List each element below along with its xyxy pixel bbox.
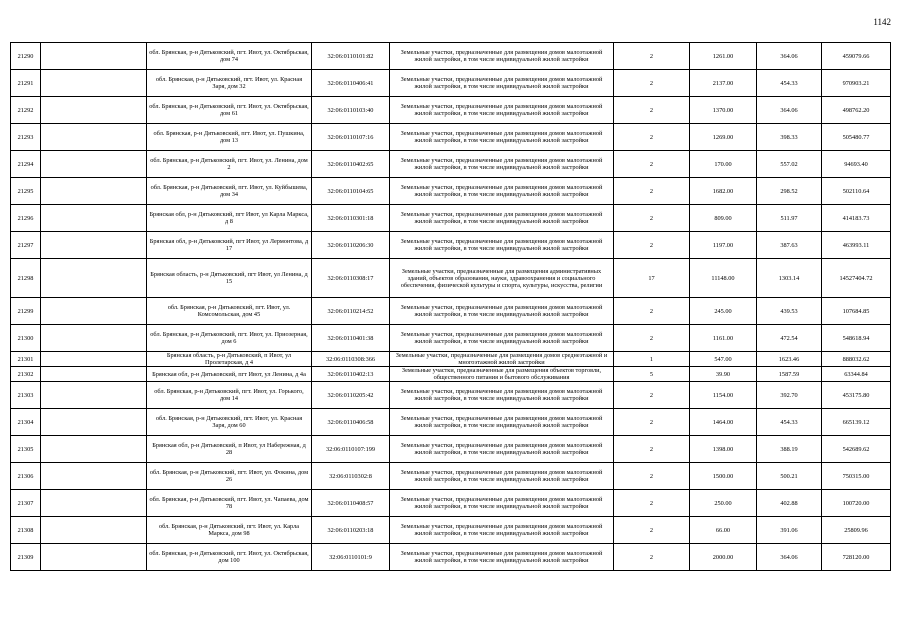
group-code-cell: 2 [614, 463, 690, 490]
group-code-cell: 2 [614, 151, 690, 178]
empty-cell-cell [41, 124, 147, 151]
cadastral-value-cell: 94693.40 [822, 151, 891, 178]
empty-cell-cell [41, 325, 147, 352]
specific-value-cell: 387.63 [757, 232, 822, 259]
group-code-cell: 2 [614, 43, 690, 70]
table-row [11, 490, 891, 517]
table-row [11, 70, 891, 97]
cadastral-value-cell: 453175.80 [822, 382, 891, 409]
area-cell: 1398.00 [690, 436, 757, 463]
land-use-purpose-cell: Земельные участки, предназначенные для размещения домов малоэтажной жилой застройки, в том числе индивидуальной жилой застройки [390, 70, 614, 97]
cadastral-number-cell: 32:06:0110301:18 [312, 205, 390, 232]
table-row [11, 436, 891, 463]
specific-value-cell: 364.06 [757, 97, 822, 124]
specific-value-cell: 298.52 [757, 178, 822, 205]
land-use-purpose-cell: Земельные участки, предназначенные для размещения домов малоэтажной жилой застройки, в том числе индивидуальной жилой застройки [390, 463, 614, 490]
area-cell: 170.00 [690, 151, 757, 178]
address-cell: обл. Брянская, р-н Дятьковский, пгт. Ивот, ул. Чапаева, дом 78 [147, 490, 312, 517]
cadastral-value-cell: 14527404.72 [822, 259, 891, 298]
group-code-cell: 2 [614, 298, 690, 325]
cadastral-value-cell: 63344.84 [822, 367, 891, 382]
area-cell: 1197.00 [690, 232, 757, 259]
empty-cell-cell [41, 205, 147, 232]
cadastral-value-cell: 750315.00 [822, 463, 891, 490]
address-cell: Брянская обл, р-н Дятьковский, пгт Ивот, ул Карла Маркса, д 8 [147, 205, 312, 232]
row-number-cell: 21295 [11, 178, 41, 205]
land-use-purpose-cell: Земельные участки, предназначенные для размещения домов малоэтажной жилой застройки, в том числе индивидуальной жилой застройки [390, 382, 614, 409]
specific-value-cell: 454.33 [757, 70, 822, 97]
cadastral-value-cell: 505480.77 [822, 124, 891, 151]
row-number-cell: 21290 [11, 43, 41, 70]
specific-value-cell: 439.53 [757, 298, 822, 325]
cadastral-value-cell: 414183.73 [822, 205, 891, 232]
group-code-cell: 2 [614, 544, 690, 571]
group-code-cell: 2 [614, 232, 690, 259]
address-cell: Брянская область, р-н Дятьковский, п Ивот, ул Пролетарская, д 4 [147, 352, 312, 367]
group-code-cell: 2 [614, 325, 690, 352]
table-row [11, 43, 891, 70]
empty-cell-cell [41, 259, 147, 298]
cadastral-number-cell: 32:06:0110101:9 [312, 544, 390, 571]
area-cell: 1154.00 [690, 382, 757, 409]
address-cell: обл. Брянская, р-н Дятьковский, пгт. Ивот, ул. Куйбышева, дом 34 [147, 178, 312, 205]
empty-cell-cell [41, 178, 147, 205]
row-number-cell: 21308 [11, 517, 41, 544]
table-row [11, 325, 891, 352]
cadastral-value-cell: 25809.96 [822, 517, 891, 544]
table-row [11, 382, 891, 409]
row-number-cell: 21293 [11, 124, 41, 151]
empty-cell-cell [41, 517, 147, 544]
cadastral-value-cell: 498762.20 [822, 97, 891, 124]
table-row [11, 463, 891, 490]
cadastral-number-cell: 32:06:0110406:41 [312, 70, 390, 97]
specific-value-cell: 557.02 [757, 151, 822, 178]
table-row [11, 97, 891, 124]
group-code-cell: 2 [614, 517, 690, 544]
cadastral-value-cell: 548618.94 [822, 325, 891, 352]
row-number-cell: 21294 [11, 151, 41, 178]
table-row [11, 178, 891, 205]
empty-cell-cell [41, 490, 147, 517]
empty-cell-cell [41, 70, 147, 97]
land-use-purpose-cell: Земельные участки, предназначенные для размещения домов среднеэтажной и многоэтажной жилой застройки [390, 352, 614, 367]
row-number-cell: 21291 [11, 70, 41, 97]
cadastral-number-cell: 32:06:0110406:58 [312, 409, 390, 436]
area-cell: 547.00 [690, 352, 757, 367]
table-row [11, 259, 891, 298]
empty-cell-cell [41, 151, 147, 178]
row-number-cell: 21305 [11, 436, 41, 463]
area-cell: 245.00 [690, 298, 757, 325]
cadastral-value-cell: 728120.00 [822, 544, 891, 571]
row-number-cell: 21307 [11, 490, 41, 517]
area-cell: 39.90 [690, 367, 757, 382]
specific-value-cell: 511.97 [757, 205, 822, 232]
specific-value-cell: 398.33 [757, 124, 822, 151]
cadastral-number-cell: 32:06:0110107:199 [312, 436, 390, 463]
group-code-cell: 1 [614, 352, 690, 367]
area-cell: 2137.00 [690, 70, 757, 97]
row-number-cell: 21301 [11, 352, 41, 367]
land-use-purpose-cell: Земельные участки, предназначенные для размещения домов малоэтажной жилой застройки, в том числе индивидуальной жилой застройки [390, 205, 614, 232]
land-use-purpose-cell: Земельные участки, предназначенные для размещения домов малоэтажной жилой застройки, в том числе индивидуальной жилой застройки [390, 151, 614, 178]
cadastral-number-cell: 32:06:0110203:18 [312, 517, 390, 544]
cadastral-number-cell: 32:06:0110101:82 [312, 43, 390, 70]
cadastral-value-cell: 107684.85 [822, 298, 891, 325]
land-use-purpose-cell: Земельные участки, предназначенные для размещения домов малоэтажной жилой застройки, в том числе индивидуальной жилой застройки [390, 325, 614, 352]
land-use-purpose-cell: Земельные участки, предназначенные для размещения домов малоэтажной жилой застройки, в том числе индивидуальной жилой застройки [390, 436, 614, 463]
cadastral-number-cell: 32:06:0110206:30 [312, 232, 390, 259]
address-cell: Брянская область, р-н Дятьковский, пгт Ивот, ул Ленина, д 15 [147, 259, 312, 298]
area-cell: 2000.00 [690, 544, 757, 571]
cadastral-value-cell: 463993.11 [822, 232, 891, 259]
land-use-purpose-cell: Земельные участки, предназначенные для размещения домов малоэтажной жилой застройки, в том числе индивидуальной жилой застройки [390, 490, 614, 517]
address-cell: обл. Брянская, р-н Дятьковский, пгт. Ивот, ул. Октябрьская, дом 100 [147, 544, 312, 571]
table-row [11, 352, 891, 367]
land-registry-table [10, 42, 891, 571]
specific-value-cell: 1303.14 [757, 259, 822, 298]
area-cell: 809.00 [690, 205, 757, 232]
specific-value-cell: 364.06 [757, 544, 822, 571]
cadastral-value-cell: 970903.21 [822, 70, 891, 97]
area-cell: 1161.00 [690, 325, 757, 352]
specific-value-cell: 1623.46 [757, 352, 822, 367]
cadastral-value-cell: 888032.62 [822, 352, 891, 367]
address-cell: обл. Брянская, р-н Дятьковский, пгт. Ивот, ул. Горького, дом 14 [147, 382, 312, 409]
row-number-cell: 21302 [11, 367, 41, 382]
row-number-cell: 21306 [11, 463, 41, 490]
table-row [11, 232, 891, 259]
land-use-purpose-cell: Земельные участки, предназначенные для размещения домов малоэтажной жилой застройки, в том числе индивидуальной жилой застройки [390, 517, 614, 544]
address-cell: Брянская обл, р-н Дятьковский, п Ивот, ул Набережная, д 28 [147, 436, 312, 463]
empty-cell-cell [41, 436, 147, 463]
group-code-cell: 2 [614, 382, 690, 409]
land-use-purpose-cell: Земельные участки, предназначенные для размещения домов малоэтажной жилой застройки, в том числе индивидуальной жилой застройки [390, 97, 614, 124]
empty-cell-cell [41, 382, 147, 409]
specific-value-cell: 391.06 [757, 517, 822, 544]
area-cell: 66.00 [690, 517, 757, 544]
area-cell: 1500.00 [690, 463, 757, 490]
empty-cell-cell [41, 463, 147, 490]
cadastral-number-cell: 32:06:0110302:8 [312, 463, 390, 490]
table-row [11, 409, 891, 436]
cadastral-value-cell: 100720.00 [822, 490, 891, 517]
cadastral-number-cell: 32:06:0110205:42 [312, 382, 390, 409]
group-code-cell: 2 [614, 409, 690, 436]
area-cell: 1370.00 [690, 97, 757, 124]
empty-cell-cell [41, 544, 147, 571]
cadastral-value-cell: 542689.62 [822, 436, 891, 463]
page-number: 1142 [873, 17, 891, 27]
specific-value-cell: 388.19 [757, 436, 822, 463]
specific-value-cell: 402.88 [757, 490, 822, 517]
group-code-cell: 2 [614, 205, 690, 232]
group-code-cell: 5 [614, 367, 690, 382]
table-row [11, 151, 891, 178]
row-number-cell: 21299 [11, 298, 41, 325]
cadastral-value-cell: 502110.64 [822, 178, 891, 205]
table-body [11, 43, 891, 571]
table-row [11, 205, 891, 232]
cadastral-value-cell: 665139.12 [822, 409, 891, 436]
cadastral-number-cell: 32:06:0110104:65 [312, 178, 390, 205]
row-number-cell: 21300 [11, 325, 41, 352]
empty-cell-cell [41, 232, 147, 259]
address-cell: обл. Брянская, р-н Дятьковский, пгт. Ивот, ул. Октябрьская, дом 61 [147, 97, 312, 124]
table-row [11, 124, 891, 151]
group-code-cell: 2 [614, 70, 690, 97]
area-cell: 1261.00 [690, 43, 757, 70]
address-cell: Брянская обл, р-н Дятьковский, пгт Ивот, ул Лермонтова, д 17 [147, 232, 312, 259]
cadastral-number-cell: 32:06:0110402:13 [312, 367, 390, 382]
land-use-purpose-cell: Земельные участки, предназначенные для размещения домов малоэтажной жилой застройки, в том числе индивидуальной жилой застройки [390, 298, 614, 325]
land-use-purpose-cell: Земельные участки, предназначенные для размещения домов малоэтажной жилой застройки, в том числе индивидуальной жилой застройки [390, 178, 614, 205]
area-cell: 11148.00 [690, 259, 757, 298]
address-cell: обл. Брянская, р-н Дятьковский, пгт. Ивот, ул. Октябрьская, дом 74 [147, 43, 312, 70]
cadastral-number-cell: 32:06:0110402:65 [312, 151, 390, 178]
specific-value-cell: 472.54 [757, 325, 822, 352]
row-number-cell: 21304 [11, 409, 41, 436]
cadastral-number-cell: 32:06:0110214:52 [312, 298, 390, 325]
row-number-cell: 21297 [11, 232, 41, 259]
land-use-purpose-cell: Земельные участки, предназначенные для размещения домов малоэтажной жилой застройки, в том числе индивидуальной жилой застройки [390, 544, 614, 571]
land-use-purpose-cell: Земельные участки, предназначенные для размещения объектов торговли, общественного питания и бытового обслуживания [390, 367, 614, 382]
row-number-cell: 21296 [11, 205, 41, 232]
area-cell: 250.00 [690, 490, 757, 517]
address-cell: обл. Брянская, р-н Дятьковский, пгт. Ивот, ул. Приозерная, дом 6 [147, 325, 312, 352]
address-cell: обл. Брянская, р-н Дятьковский, пгт. Ивот, ул. Карла Маркса, дом 98 [147, 517, 312, 544]
table-row [11, 517, 891, 544]
land-use-purpose-cell: Земельные участки, предназначенные для размещения административных зданий, объектов образования, науки, здравоохранения и социального обеспечения, физической культуры и спорта, культуры, искусства, религии [390, 259, 614, 298]
specific-value-cell: 364.06 [757, 43, 822, 70]
land-use-purpose-cell: Земельные участки, предназначенные для размещения домов малоэтажной жилой застройки, в том числе индивидуальной жилой застройки [390, 409, 614, 436]
address-cell: обл. Брянская, р-н Дятьковский, пгт. Ивот, ул. Ленина, дом 2 [147, 151, 312, 178]
group-code-cell: 2 [614, 436, 690, 463]
land-use-purpose-cell: Земельные участки, предназначенные для размещения домов малоэтажной жилой застройки, в том числе индивидуальной жилой застройки [390, 232, 614, 259]
empty-cell-cell [41, 298, 147, 325]
empty-cell-cell [41, 352, 147, 367]
group-code-cell: 2 [614, 97, 690, 124]
table-row [11, 367, 891, 382]
group-code-cell: 2 [614, 178, 690, 205]
address-cell: обл. Брянская, р-н Дятьковский, пгт. Ивот, ул. Фокина, дом 26 [147, 463, 312, 490]
specific-value-cell: 500.21 [757, 463, 822, 490]
group-code-cell: 2 [614, 490, 690, 517]
land-use-purpose-cell: Земельные участки, предназначенные для размещения домов малоэтажной жилой застройки, в том числе индивидуальной жилой застройки [390, 43, 614, 70]
specific-value-cell: 392.70 [757, 382, 822, 409]
empty-cell-cell [41, 367, 147, 382]
empty-cell-cell [41, 43, 147, 70]
area-cell: 1682.00 [690, 178, 757, 205]
group-code-cell: 2 [614, 124, 690, 151]
cadastral-number-cell: 32:06:0110408:57 [312, 490, 390, 517]
specific-value-cell: 1587.59 [757, 367, 822, 382]
address-cell: обл. Брянская, р-н Дятьковский, пгт. Ивот, ул. Красная Заря, дом 60 [147, 409, 312, 436]
specific-value-cell: 454.33 [757, 409, 822, 436]
address-cell: обл. Брянская, р-н Дятьковский, пгт. Ивот, ул. Комсомольская, дом 45 [147, 298, 312, 325]
cadastral-value-cell: 459079.66 [822, 43, 891, 70]
address-cell: обл. Брянская, р-н Дятьковский, пгт. Ивот, ул. Красная Заря, дом 32 [147, 70, 312, 97]
table-row [11, 298, 891, 325]
address-cell: Брянская обл, р-н Дятьковский, пгт Ивот, ул Ленина, д 4а [147, 367, 312, 382]
cadastral-number-cell: 32:06:0110103:40 [312, 97, 390, 124]
empty-cell-cell [41, 409, 147, 436]
row-number-cell: 21292 [11, 97, 41, 124]
empty-cell-cell [41, 97, 147, 124]
table-row [11, 544, 891, 571]
cadastral-number-cell: 32:06:0110308:17 [312, 259, 390, 298]
cadastral-number-cell: 32:06:0110308:366 [312, 352, 390, 367]
address-cell: обл. Брянская, р-н Дятьковский, пгт. Ивот, ул. Пушкина, дом 13 [147, 124, 312, 151]
cadastral-number-cell: 32:06:0110107:16 [312, 124, 390, 151]
area-cell: 1269.00 [690, 124, 757, 151]
area-cell: 1464.00 [690, 409, 757, 436]
row-number-cell: 21298 [11, 259, 41, 298]
cadastral-number-cell: 32:06:0110401:38 [312, 325, 390, 352]
group-code-cell: 17 [614, 259, 690, 298]
land-use-purpose-cell: Земельные участки, предназначенные для размещения домов малоэтажной жилой застройки, в том числе индивидуальной жилой застройки [390, 124, 614, 151]
row-number-cell: 21309 [11, 544, 41, 571]
row-number-cell: 21303 [11, 382, 41, 409]
